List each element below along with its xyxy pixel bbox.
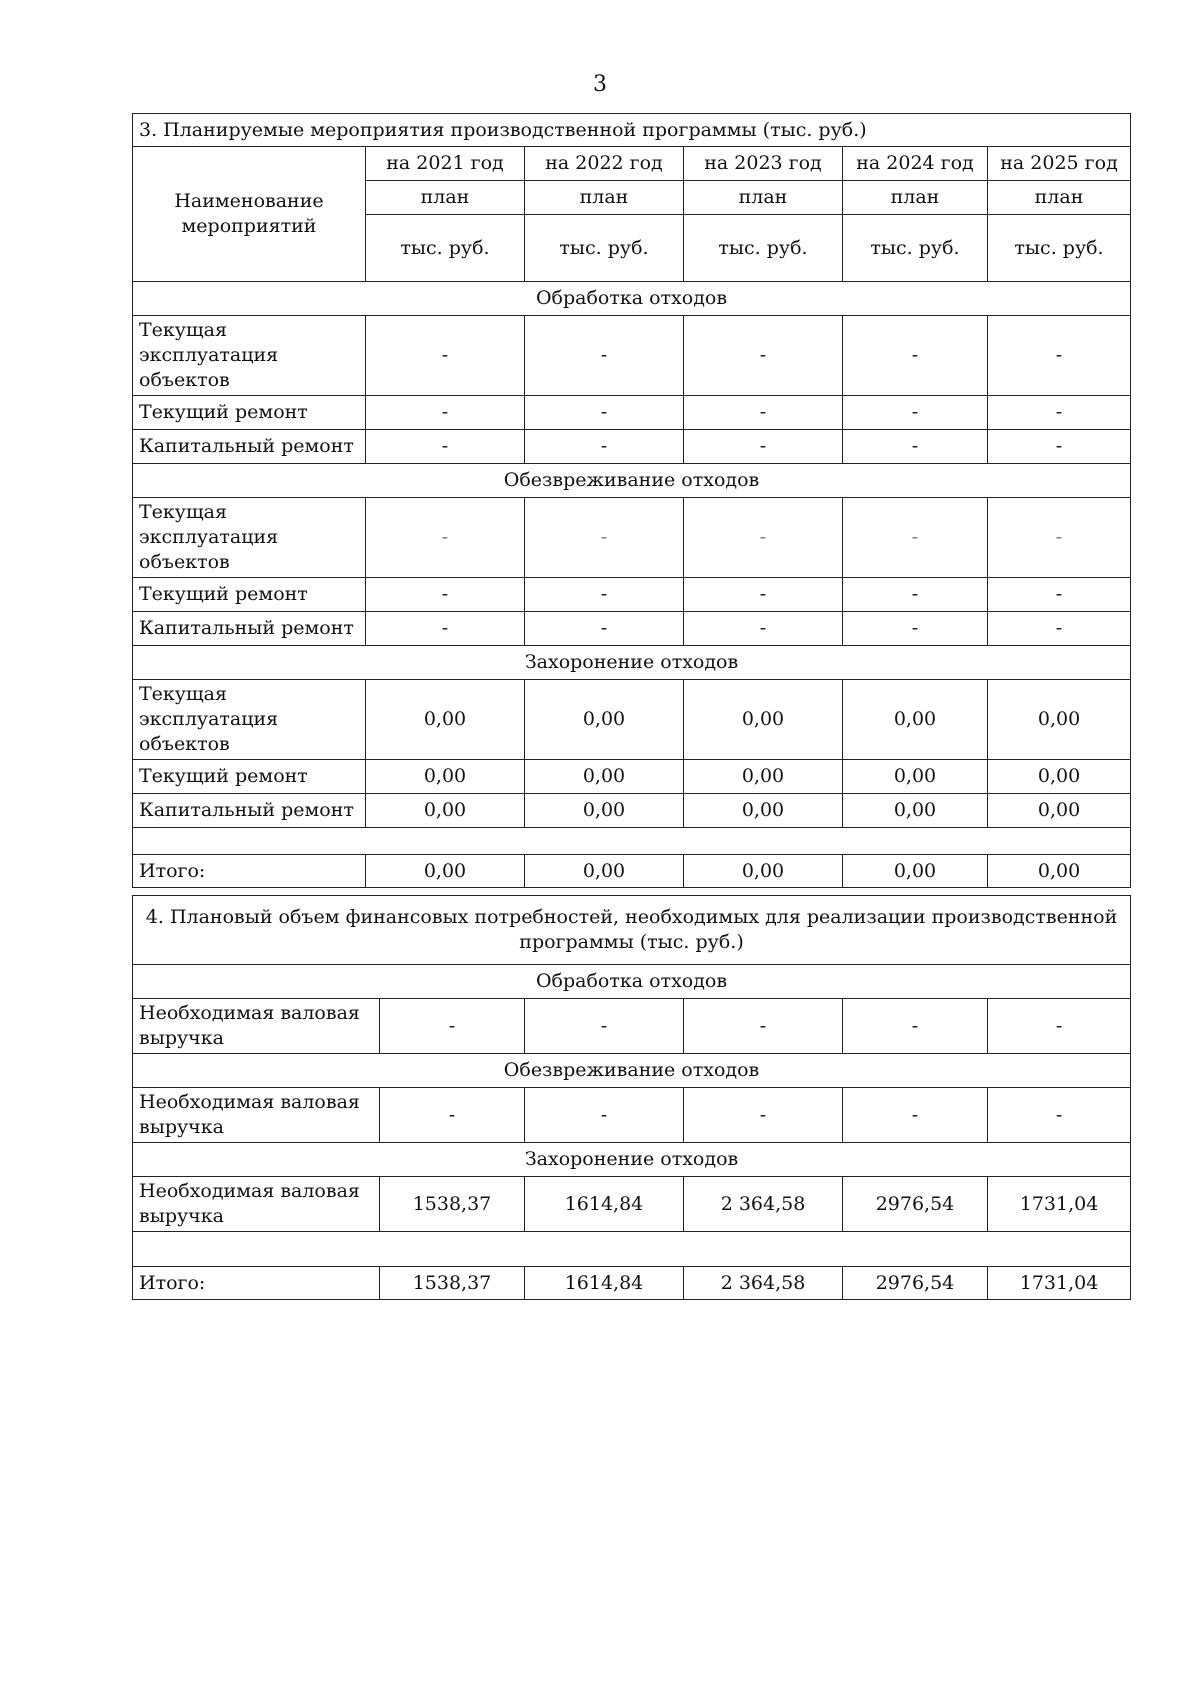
table-row [133, 316, 1131, 396]
table-cell: - [843, 498, 988, 578]
table-cell: 0,00 [366, 760, 525, 794]
row-label: Капитальный ремонт [133, 794, 366, 828]
table-cell: 0,00 [366, 794, 525, 828]
year-header: на 2024 год [843, 147, 988, 181]
section-title: Захоронение отходов [133, 646, 1131, 680]
table-cell: 1614,84 [525, 1177, 684, 1232]
table-cell: - [366, 316, 525, 396]
year-header: на 2021 год [366, 147, 525, 181]
unit-header: тыс. руб. [684, 215, 843, 282]
table-cell: - [684, 1088, 843, 1143]
plan-header: план [988, 181, 1131, 215]
table-cell: - [525, 498, 684, 578]
table-title: 4. Плановый объем финансовых потребностей, необходимых для реализации производственной программы (тыс. руб.) [133, 896, 1131, 965]
name-column-header: Наименование мероприятий [133, 147, 366, 282]
table-row [133, 396, 1131, 430]
table-cell: - [684, 396, 843, 430]
table-cell: - [988, 396, 1131, 430]
row-label: Текущая эксплуатация объектов [133, 680, 366, 760]
table-cell: 1731,04 [988, 1177, 1131, 1232]
table-row [133, 1088, 1131, 1143]
table-cell: - [525, 999, 684, 1054]
total-cell: 0,00 [525, 855, 684, 888]
table-cell: 2976,54 [843, 1177, 988, 1232]
table-cell: 0,00 [525, 794, 684, 828]
table-cell: - [525, 578, 684, 612]
row-label: Необходимая валовая выручка [133, 1088, 380, 1143]
table-row [133, 430, 1131, 464]
plan-header: план [684, 181, 843, 215]
total-cell: 0,00 [684, 855, 843, 888]
table-cell: 0,00 [843, 794, 988, 828]
table-cell: 0,00 [684, 794, 843, 828]
table-cell: 0,00 [684, 760, 843, 794]
section-title: Обезвреживание отходов [133, 1054, 1131, 1088]
table-cell: - [843, 612, 988, 646]
table-cell: - [843, 396, 988, 430]
row-label: Текущая эксплуатация объектов [133, 498, 366, 578]
row-label: Текущий ремонт [133, 578, 366, 612]
total-label: Итого: [133, 855, 366, 888]
table-cell: - [684, 498, 843, 578]
table-cell: - [988, 1088, 1131, 1143]
table-row [133, 1177, 1131, 1232]
planned-activities-table [132, 113, 1131, 888]
total-cell: 0,00 [988, 855, 1131, 888]
total-cell: 1614,84 [525, 1267, 684, 1300]
row-label: Текущий ремонт [133, 396, 366, 430]
table-cell: - [843, 316, 988, 396]
table-cell: - [684, 430, 843, 464]
table-cell: - [843, 999, 988, 1054]
table-cell: - [366, 578, 525, 612]
table-cell: - [988, 430, 1131, 464]
table-cell: - [380, 1088, 525, 1143]
section-title: Захоронение отходов [133, 1143, 1131, 1177]
table-row [133, 498, 1131, 578]
table-cell: - [684, 316, 843, 396]
table-cell: - [684, 612, 843, 646]
table-cell: 0,00 [988, 794, 1131, 828]
row-label: Капитальный ремонт [133, 430, 366, 464]
table-cell: 0,00 [843, 680, 988, 760]
table-row [133, 999, 1131, 1054]
row-label: Необходимая валовая выручка [133, 999, 380, 1054]
total-cell: 0,00 [843, 855, 988, 888]
row-label: Необходимая валовая выручка [133, 1177, 380, 1232]
section-title: Обезвреживание отходов [133, 464, 1131, 498]
page-number: 3 [593, 72, 607, 97]
table-cell: - [988, 999, 1131, 1054]
unit-header: тыс. руб. [525, 215, 684, 282]
financial-needs-table [132, 895, 1131, 1300]
table-cell: - [366, 498, 525, 578]
section-title: Обработка отходов [133, 965, 1131, 999]
unit-header: тыс. руб. [988, 215, 1131, 282]
plan-header: план [843, 181, 988, 215]
total-cell: 2 364,58 [684, 1267, 843, 1300]
empty-row [133, 1232, 1131, 1267]
table-row [133, 794, 1131, 828]
table-cell: - [525, 1088, 684, 1143]
empty-row [133, 828, 1131, 855]
table-row [133, 760, 1131, 794]
table-cell: - [843, 1088, 988, 1143]
table-cell: - [525, 612, 684, 646]
total-cell: 1731,04 [988, 1267, 1131, 1300]
table-row [133, 578, 1131, 612]
table-cell: - [988, 578, 1131, 612]
row-label: Капитальный ремонт [133, 612, 366, 646]
table-cell: 2 364,58 [684, 1177, 843, 1232]
table-cell: 0,00 [988, 680, 1131, 760]
table-cell: - [988, 498, 1131, 578]
unit-header: тыс. руб. [843, 215, 988, 282]
table-row [133, 612, 1131, 646]
table-cell: 0,00 [525, 680, 684, 760]
table-cell: 0,00 [843, 760, 988, 794]
table-cell: 1538,37 [380, 1177, 525, 1232]
table-cell: - [988, 612, 1131, 646]
table-cell: - [366, 612, 525, 646]
total-row [133, 1267, 1131, 1300]
total-cell: 0,00 [366, 855, 525, 888]
table-row [133, 680, 1131, 760]
table-cell: 0,00 [366, 680, 525, 760]
table-cell: - [684, 999, 843, 1054]
section-title: Обработка отходов [133, 282, 1131, 316]
table-cell: 0,00 [525, 760, 684, 794]
year-header: на 2025 год [988, 147, 1131, 181]
year-header: на 2023 год [684, 147, 843, 181]
unit-header: тыс. руб. [366, 215, 525, 282]
plan-header: план [366, 181, 525, 215]
total-label: Итого: [133, 1267, 380, 1300]
row-label: Текущая эксплуатация объектов [133, 316, 366, 396]
table-cell: - [366, 430, 525, 464]
row-label: Текущий ремонт [133, 760, 366, 794]
table-cell: 0,00 [684, 680, 843, 760]
table-cell: - [684, 578, 843, 612]
table-title: 3. Планируемые мероприятия производственной программы (тыс. руб.) [133, 114, 1131, 147]
table-cell: - [366, 396, 525, 430]
table-cell: - [843, 578, 988, 612]
year-header: на 2022 год [525, 147, 684, 181]
table-cell: - [525, 430, 684, 464]
table-cell: - [525, 396, 684, 430]
table-cell: - [380, 999, 525, 1054]
plan-header: план [525, 181, 684, 215]
table-cell: - [843, 430, 988, 464]
total-cell: 2976,54 [843, 1267, 988, 1300]
table-cell: - [525, 316, 684, 396]
total-row [133, 855, 1131, 888]
total-cell: 1538,37 [380, 1267, 525, 1300]
table-cell: - [988, 316, 1131, 396]
table-cell: 0,00 [988, 760, 1131, 794]
